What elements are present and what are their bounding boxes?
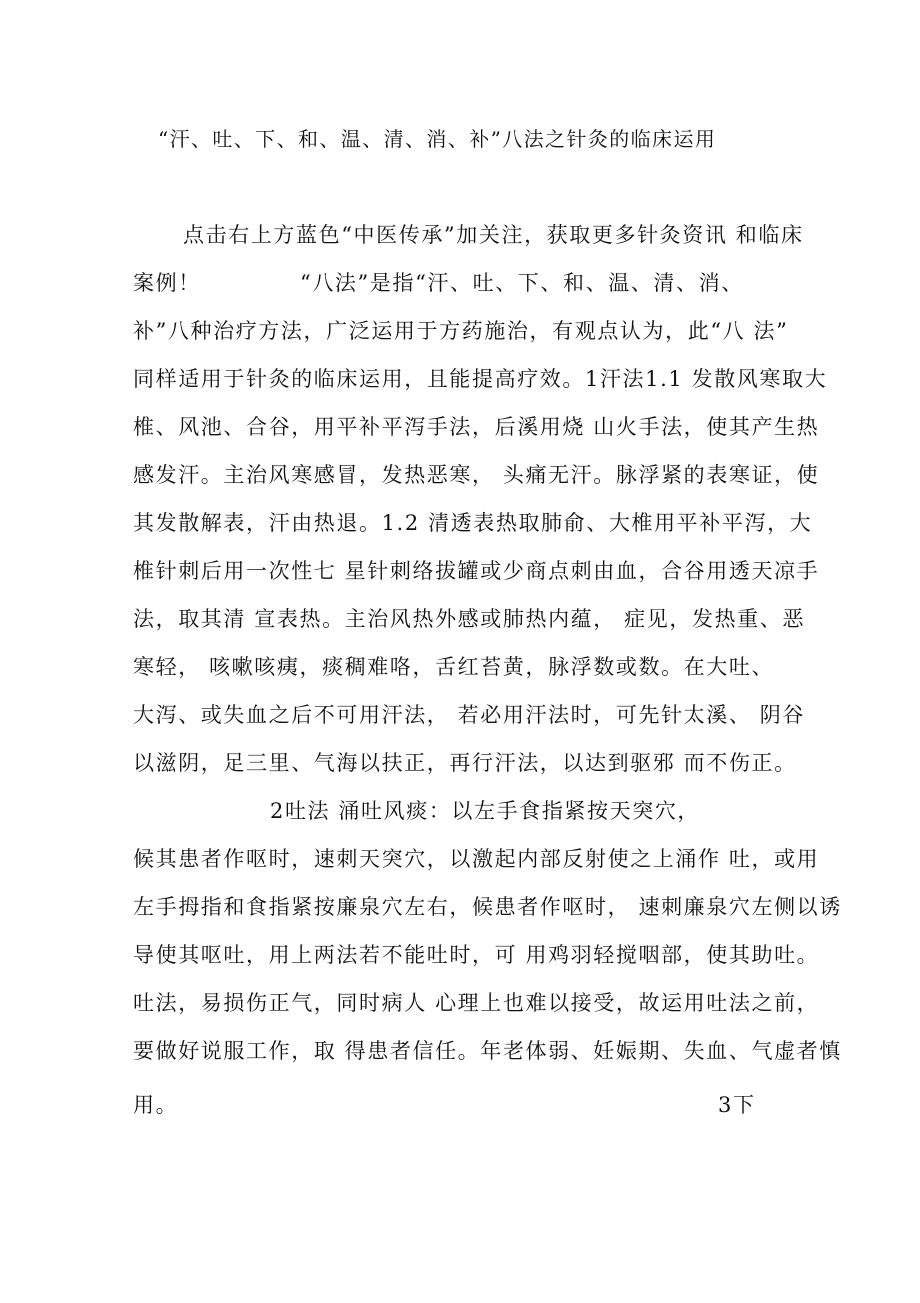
text-line-4: 补”八种治疗方法，广泛运用于方药施治，有观点认为，此“八 法” [133, 319, 789, 343]
text-line-2: 案例！ [133, 271, 201, 295]
text-line-7: 感发汗。主治风寒感冒，发热恶寒， 头痛无汗。脉浮紧的表寒证，使 [133, 463, 820, 487]
text-line-16: 左手拇指和食指紧按廉泉穴左右，候患者作呕时， 速刺廉泉穴左侧以诱 [133, 895, 842, 919]
text-line-12: 大泻、或失血之后不可用汗法， 若必用汗法时，可先针太溪、 阴谷 [133, 703, 805, 727]
text-line-3: “八法”是指“汗、吐、下、和、温、清、消、 [300, 271, 744, 295]
text-line-17: 导使其呕吐，用上两法若不能吐时，可 用鸡羽轻搅咽部，使其助吐。 [133, 943, 820, 967]
text-line-11: 寒轻， 咳嗽咳痍，痰稠难咯，舌红苔黄，脉浮数或数。在大吐、 [133, 655, 775, 679]
text-line-13: 以滋阴，足三里、气海以扶正，再行汗法，以达到驱邪 而不伤正。 [133, 751, 797, 775]
text-line-10: 法，取其清 宣表热。主治风热外感或肺热内蕴， 症见，发热重、恶 [133, 607, 805, 631]
text-line-5: 同样适用于针灸的临床运用，且能提高疗效。1汗法1.1 发散风寒取大 [133, 367, 828, 391]
text-line-20: 用。 [133, 1093, 179, 1117]
text-line-8: 其发散解表，汗由热退。1.2 清透表热取肺俞、大椎用平补平泻，大 [133, 511, 813, 535]
section-3-heading-fragment: 3下 [718, 1093, 756, 1117]
text-line-15: 候其患者作呕时，速刺天突穴，以激起内部反射使之上涌作 吐，或用 [133, 847, 820, 871]
text-line-19: 要做好说服工作，取 得患者信任。年老体弱、妊娠期、失血、气虚者慎 [133, 1039, 842, 1063]
text-line-1: 点击右上方蓝色“中医传承”加关注，获取更多针灸资讯 和临床 [183, 223, 804, 247]
text-line-9: 椎针刺后用一次性七 星针刺络拔罐或少商点刺由血，合谷用透天凉手 [133, 559, 820, 583]
text-line-6: 椎、风池、合谷，用平补平泻手法，后溪用烧 山火手法，使其产生热 [133, 415, 820, 439]
section-2-heading-line: 2吐法 涌吐风痰：以左手食指紧按天突穴， [270, 799, 701, 823]
document-title: “汗、吐、下、和、温、清、消、补”八法之针灸的临床运用 [158, 127, 717, 151]
text-line-18: 吐法，易损伤正气，同时病人 心理上也难以接受，故运用吐法之前， [133, 991, 820, 1015]
